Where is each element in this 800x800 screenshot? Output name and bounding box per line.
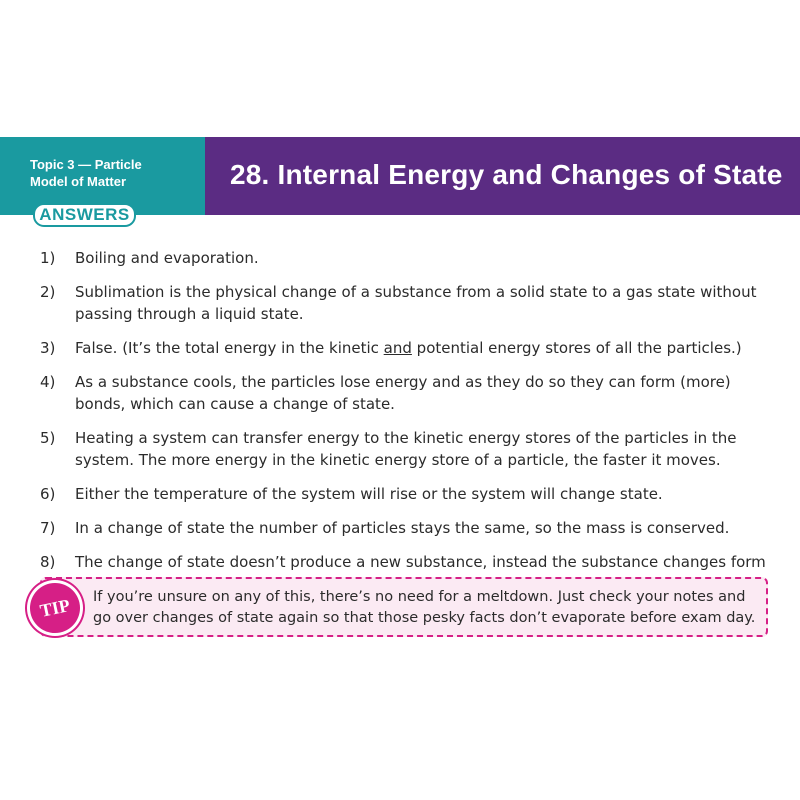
tip-text: If you’re unsure on any of this, there’s no need for a meltdown. Just check your notes and go over changes of state again so that those pesky facts don’t evaporate before exam day. [93,589,756,626]
answers-list [40,247,770,607]
tip-badge: TIP [25,578,84,637]
answer-text: Sublimation is the physical change of a substance from a solid state to a gas state without passing through a liquid state. [75,283,757,323]
answer-item [40,371,770,415]
answer-number: 2) [40,283,56,301]
answer-text-before: False. (It’s the total energy in the kinetic [75,339,384,357]
answer-number: 1) [40,249,56,267]
answer-text: Either the temperature of the system will rise or the system will change state. [75,485,663,503]
answer-number: 6) [40,485,56,503]
answer-number: 7) [40,519,56,537]
answer-text: Heating a system can transfer energy to the kinetic energy stores of the particles in the system. The more energy in the kinetic energy store of a particle, the faster it moves. [75,429,737,469]
answer-item [40,483,770,505]
answer-number: 4) [40,373,56,391]
answer-item [40,427,770,471]
answer-text [75,339,742,357]
answer-text: Boiling and evaporation. [75,249,259,267]
topic-label [30,156,200,190]
answer-text-after: potential energy stores of all the particles.) [411,339,742,357]
answer-text-underlined: and [383,339,412,357]
answer-number: 8) [40,553,56,571]
answer-text: In a change of state the number of particles stays the same, so the mass is conserved. [75,519,730,537]
answer-text: The change of state doesn’t produce a new substance, instead the substance changes form [75,553,766,571]
answer-item [40,337,770,359]
answers-badge: ANSWERS [33,203,136,227]
answer-text: As a substance cools, the particles lose energy and as they do so they can form (more) bonds, which can cause a change of state. [75,373,731,413]
answer-item [40,247,770,269]
title-panel [205,137,800,215]
page-title: 28. Internal Energy and Changes of State [230,159,783,190]
answer-number: 5) [40,429,56,447]
answer-number: 3) [40,339,56,357]
topic-line-2: Model of Matter [30,174,127,189]
answer-item [40,517,770,539]
topic-line-1: Topic 3 — Particle [30,157,142,172]
answer-item [40,281,770,325]
